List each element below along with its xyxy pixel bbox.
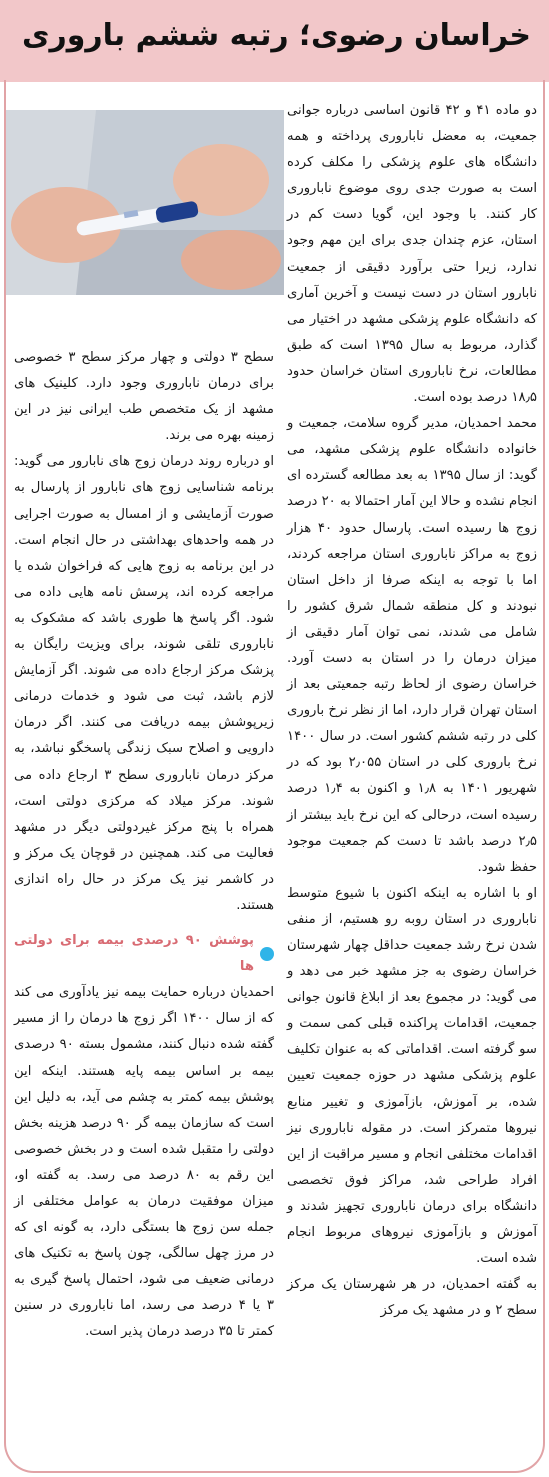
paragraph: دو ماده ۴۱ و ۴۲ قانون اساسی درباره جوانی جمعیت، به معضل ناباروری پرداخته و همه دانشگاه های علوم پزشکی را مکلف کرده است به صورت جدی روی موضوع ناباروری کار کنند. با وجود این، گویا دست کم در استان، عزم چندان جدی برای این مهم وجود ندارد، زیرا حتی برآورد دقیقی از جمعیت نابارور استان در دست نیست و آخرین آماری که دانشگاه علوم پزشکی مشهد در اختیار می گذارد، مربوط به سال ۱۳۹۵ است که طبق مطالعات، نرخ ناباروری استان خراسان حدود ۱۸٫۵ درصد بوده است. [287,103,537,406]
subheading [14,928,274,980]
bullet-dot-icon [260,947,274,961]
paragraph: به گفته احمدیان، در هر شهرستان یک مرکز سطح ۲ و در مشهد یک مرکز [287,1277,537,1319]
article-title: خراسان رضوی؛ رتبه ششم باروری [21,18,531,53]
paragraph: او با اشاره به اینکه اکنون با شیوع متوسط ناباروری در استان روبه رو هستیم، از منفی شدن نرخ رشد جمعیت حداقل چهار شهرستان خراسان رضوی به جز مشهد خبر می دهد و می گوید: در مجموع بعد از ابلاغ قانون جوانی جمعیت، اقدامات پراکنده قبلی کمی سمت و سو گرفته است. اقداماتی که به عنوان تکلیف علوم پزشکی مشهد در حوزه جمعیت تعیین شده، بر آموزش، بازآموزی و تغییر منابع نیروها متمرکز است. در مقوله ناباروری نیز اقدامات مختلفی انجام و مسیر مراقبت از این افراد طراحی شد، مراکز فوق تخصصی دانشگاه برای درمان ناباروری تجهیز شدند و آموزش و بازآموزی نیروهای مربوط انجام شده است. [287,885,537,1267]
article-column-left [14,345,274,1346]
subheading-text: پوشش ۹۰ درصدی بیمه برای دولتی ها [14,933,255,975]
paragraph: احمدیان درباره حمایت بیمه نیز یادآوری می کند که از سال ۱۴۰۰ اگر زوج ها درمان را از مسیر گفته شده دنبال کنند، مشمول بسته ۹۰ درصدی بیمه بر اساس بیمه پایه هستند. اینکه این پوشش بیمه کمتر به چشم می آید، به دلیل این است که سازمان بیمه گر ۹۰ درصد هزینه بخش دولتی را متقبل شده است و در بخش خصوصی این رقم به ۸۰ درصد می رسد. به گفته او، میزان موفقیت درمان به عوامل مختلفی از جمله سن زوج ها بستگی دارد، به گونه ای که در مرز چهل سالگی، چون پاسخ به تکنیک های درمانی ضعیف می شود، احتمال پاسخ گیری به ۳ یا ۴ درصد می رسد، اما ناباروری در سنین کمتر تا ۳۵ درصد درمان پذیر است. [14,985,275,1340]
article-photo [6,110,284,295]
paragraph: سطح ۳ دولتی و چهار مرکز سطح ۳ خصوصی برای درمان ناباروری وجود دارد. کلینیک های مشهد از یک متخصص طب ایرانی نیز در این زمینه بهره می برند. [14,350,274,444]
article-column-right [287,98,537,1324]
header-band [0,0,549,82]
paragraph: او درباره روند درمان زوج های نابارور می گوید: برنامه شناسایی زوج های نابارور از پارسال به صورت آزمایشی و از امسال به صورت اجرایی در همه واحدهای بهداشتی در حال انجام است. در این برنامه به زوج هایی که فراخوان شده یا مراجعه کرده اند، پرسش نامه هایی داده می شود. اگر پاسخ ها طوری باشد که مشکوک به ناباروری تلقی شوند، برای ویزیت رایگان به پزشک مرکز ارجاع داده می شوند. اگر آزمایش لازم باشد، ثبت می شود و خدمات درمانی زیرپوشش بیمه دریافت می کنند. اگر درمان دارویی و اصلاح سبک زندگی پاسخگو نباشد، به مرکز درمان ناباروری سطح ۳ ارجاع داده می شوند. مرکز میلاد که مرکزی دولتی است، همراه با پنج مرکز غیردولتی دیگر در مشهد فعالیت می کند. همچنین در قوچان یک مرکز و در کاشمر نیز یک مرکز در حال راه اندازی هستند. [14,454,274,913]
pregnancy-test-photo [6,110,284,295]
paragraph: محمد احمدیان، مدیر گروه سلامت، جمعیت و خانواده دانشگاه علوم پزشکی مشهد، می گوید: از سال ۱۳۹۵ به بعد مطالعه گسترده ای انجام نشده و حالا این آمار احتمالا به ۲۰ درصد زوج ها رسیده است. پارسال حدود ۴۰ هزار زوج به مراکز ناباروری استان مراجعه کردند، اما با توجه به اینکه صرفا از داخل استان نبودند و کل منطقه شمال شرق کشور را شامل می شدند، نمی توان آمار دقیقی از میزان درمان را در استان به دست آورد. خراسان رضوی از لحاظ رتبه جمعیتی بعد از استان تهران قرار دارد، اما از نظر نرخ باروری کلی در رتبه ششم کشور است. در سال ۱۴۰۰ نرخ باروری کلی در استان ۲٫۰۵۵ بود که در شهریور ۱۴۰۱ به ۱٫۸ و اکنون به ۱٫۴ درصد رسیده است، درحالی که این نرخ باید بیشتر از ۲٫۵ درصد باشد تا دست کم جمعیت موجود حفظ شود. [287,416,538,875]
